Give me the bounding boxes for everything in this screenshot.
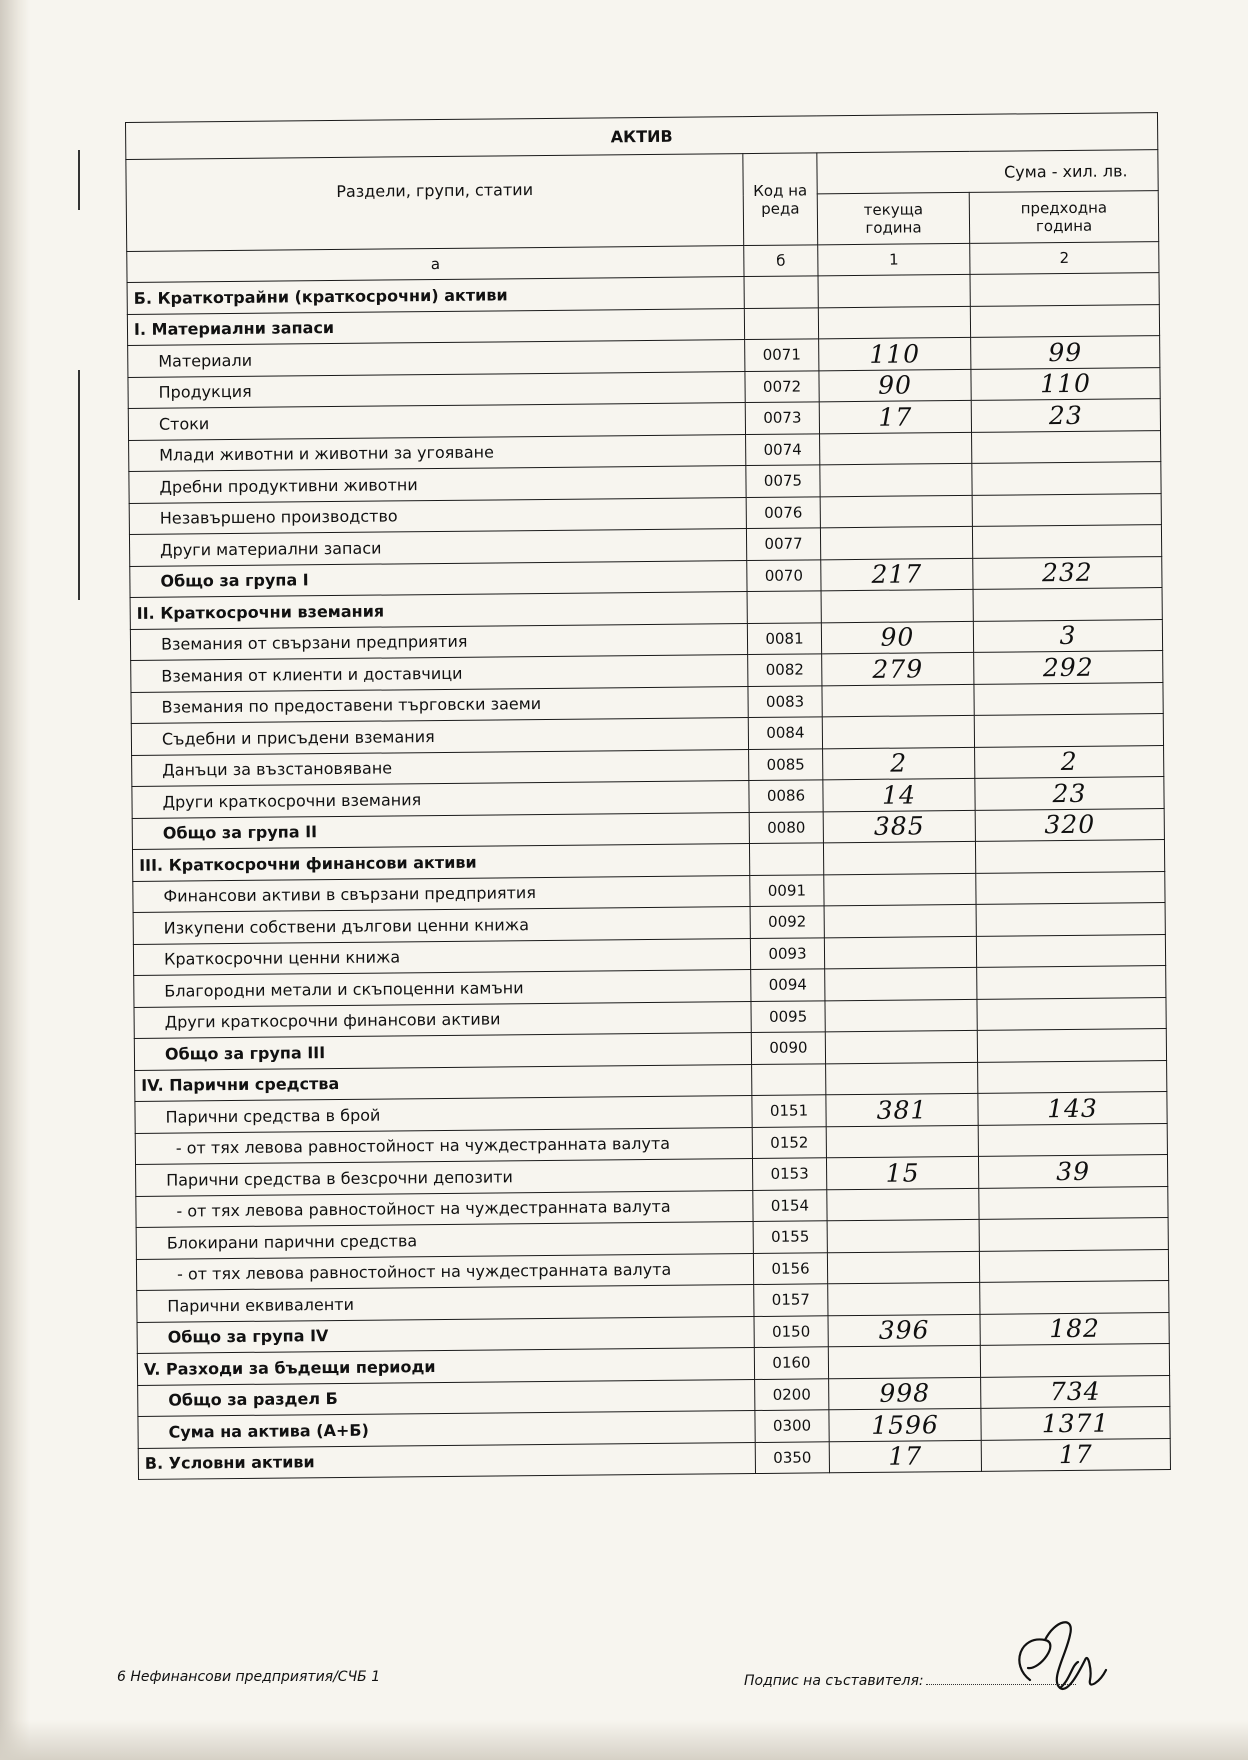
value-previous-year: 23 xyxy=(971,399,1160,432)
value-current-year: 17 xyxy=(829,1440,981,1473)
value-current-year xyxy=(821,589,973,622)
row-code: 0070 xyxy=(747,559,821,591)
row-code: 0156 xyxy=(753,1252,827,1284)
row-label: Стоки xyxy=(128,403,745,440)
row-code: 0157 xyxy=(754,1284,828,1316)
value-previous-year: 320 xyxy=(975,808,1164,841)
row-label: В. Условни активи xyxy=(138,1442,755,1479)
assets-table xyxy=(125,112,1171,1480)
value-previous-year xyxy=(977,966,1166,999)
row-label: Дребни продуктивни животни xyxy=(129,466,746,503)
value-current-year xyxy=(822,684,974,717)
column-index-b: б xyxy=(744,245,818,277)
value-current-year xyxy=(827,1188,979,1221)
value-previous-year xyxy=(976,934,1165,967)
row-label: Парични еквиваленти xyxy=(137,1285,754,1322)
value-previous-year: 734 xyxy=(981,1375,1170,1408)
row-code xyxy=(747,591,821,623)
value-current-year xyxy=(818,306,970,339)
row-label: II. Краткосрочни вземания xyxy=(130,592,747,629)
column-index-1: 1 xyxy=(818,243,970,275)
value-previous-year xyxy=(980,1281,1169,1314)
value-previous-year xyxy=(974,714,1163,747)
row-code: 0080 xyxy=(749,811,823,843)
value-current-year: 90 xyxy=(819,369,971,402)
column-index-a: а xyxy=(127,246,744,283)
binding-mark xyxy=(78,150,86,210)
value-previous-year: 143 xyxy=(978,1092,1167,1125)
row-code: 0200 xyxy=(755,1378,829,1410)
row-label: Съдебни и присъдени вземания xyxy=(131,718,748,755)
row-code: 0151 xyxy=(752,1095,826,1127)
row-label: IV. Парични средства xyxy=(135,1064,752,1101)
value-previous-year: 292 xyxy=(974,651,1163,684)
value-current-year xyxy=(822,715,974,748)
row-code: 0075 xyxy=(746,465,820,497)
value-previous-year: 2 xyxy=(975,745,1164,778)
value-current-year: 279 xyxy=(822,652,974,685)
row-label: - от тях левова равностойност на чуждестранната валута xyxy=(136,1253,753,1290)
row-label: Незавършено производство xyxy=(129,497,746,534)
value-previous-year: 99 xyxy=(971,336,1160,369)
row-label: Вземания по предоставени търговски заеми xyxy=(131,686,748,723)
row-label: Изкупени собствени дългови ценни книжа xyxy=(133,907,750,944)
column-header-current: текуща година xyxy=(817,192,969,244)
value-current-year: 1596 xyxy=(829,1408,981,1441)
value-current-year xyxy=(820,526,972,559)
row-code: 0300 xyxy=(755,1410,829,1442)
row-label: Други краткосрочни вземания xyxy=(132,781,749,818)
column-header-sections: Раздели, групи, статии xyxy=(126,154,744,252)
value-current-year xyxy=(818,274,970,307)
binding-mark xyxy=(78,370,86,600)
scan-edge-left xyxy=(0,0,30,1760)
value-current-year: 217 xyxy=(821,558,973,591)
row-code: 0084 xyxy=(748,717,822,749)
row-label: III. Краткосрочни финансови активи xyxy=(132,844,749,881)
row-label: Общо за група I xyxy=(130,560,747,597)
row-code: 0071 xyxy=(745,339,819,371)
row-label: Продукция xyxy=(128,371,745,408)
value-previous-year xyxy=(972,525,1161,558)
value-current-year xyxy=(825,967,977,1000)
row-code: 0081 xyxy=(747,622,821,654)
value-previous-year xyxy=(970,273,1159,306)
value-current-year xyxy=(825,999,977,1032)
value-current-year xyxy=(824,936,976,969)
value-previous-year xyxy=(974,682,1163,715)
row-label: Вземания от свързани предприятия xyxy=(130,623,747,660)
row-code: 0072 xyxy=(745,370,819,402)
value-current-year: 110 xyxy=(819,337,971,370)
column-index-2: 2 xyxy=(970,242,1159,275)
page-footer-label: 6 Нефинансови предприятия/СЧБ 1 xyxy=(117,1669,381,1685)
value-previous-year: 1371 xyxy=(981,1407,1170,1440)
column-header-sum: Сума - хил. лв. xyxy=(817,150,1158,194)
row-label: Данъци за възстановяване xyxy=(132,749,749,786)
row-label: Общо за група IV xyxy=(137,1316,754,1353)
row-code: 0154 xyxy=(753,1189,827,1221)
value-previous-year xyxy=(979,1186,1168,1219)
row-code: 0093 xyxy=(750,937,824,969)
row-label: Парични средства в безсрочни депозити xyxy=(136,1159,753,1196)
value-previous-year: 17 xyxy=(981,1438,1170,1471)
signature-label: Подпис на съставителя: xyxy=(744,1673,924,1689)
value-current-year xyxy=(820,463,972,496)
value-previous-year xyxy=(979,1218,1168,1251)
value-current-year xyxy=(824,904,976,937)
row-code: 0090 xyxy=(751,1032,825,1064)
row-code: 0077 xyxy=(746,528,820,560)
row-code: 0092 xyxy=(750,906,824,938)
row-label: Общо за раздел Б xyxy=(138,1379,755,1416)
value-current-year: 381 xyxy=(826,1093,978,1126)
row-code: 0073 xyxy=(745,402,819,434)
row-label: Вземания от клиенти и доставчици xyxy=(131,655,748,692)
row-label: Блокирани парични средства xyxy=(136,1222,753,1259)
value-current-year xyxy=(823,841,975,874)
value-previous-year: 110 xyxy=(971,367,1160,400)
row-code: 0153 xyxy=(752,1158,826,1190)
row-label: Финансови активи в свързани предприятия xyxy=(133,875,750,912)
value-previous-year xyxy=(972,493,1161,526)
row-code: 0083 xyxy=(748,685,822,717)
row-code: 0152 xyxy=(752,1126,826,1158)
value-current-year: 385 xyxy=(823,810,975,843)
value-previous-year xyxy=(979,1249,1168,1282)
row-code: 0350 xyxy=(755,1441,829,1473)
row-label: Благородни метали и скъпоценни камъни xyxy=(134,970,751,1007)
row-code: 0095 xyxy=(751,1000,825,1032)
value-current-year xyxy=(826,1062,978,1095)
row-label: I. Материални запаси xyxy=(127,308,744,345)
value-previous-year xyxy=(976,871,1165,904)
value-previous-year xyxy=(970,304,1159,337)
value-current-year xyxy=(828,1282,980,1315)
value-current-year: 90 xyxy=(821,621,973,654)
table-body xyxy=(127,273,1170,1480)
value-current-year xyxy=(820,432,972,465)
value-previous-year xyxy=(978,1123,1167,1156)
row-code: 0160 xyxy=(754,1347,828,1379)
handwritten-signature-icon xyxy=(1000,1610,1110,1700)
row-code: 0086 xyxy=(749,780,823,812)
value-previous-year xyxy=(978,1060,1167,1093)
row-label: V. Разходи за бъдещи периоди xyxy=(137,1348,754,1385)
value-current-year xyxy=(828,1345,980,1378)
value-current-year xyxy=(824,873,976,906)
row-code: 0094 xyxy=(751,969,825,1001)
value-current-year xyxy=(820,495,972,528)
value-previous-year xyxy=(972,462,1161,495)
value-previous-year: 39 xyxy=(978,1155,1167,1188)
scan-edge-bottom xyxy=(0,1720,1248,1760)
column-header-previous: предходна година xyxy=(969,191,1159,244)
value-current-year: 14 xyxy=(823,778,975,811)
balance-sheet xyxy=(125,112,1170,1480)
value-current-year xyxy=(825,1030,977,1063)
row-code xyxy=(752,1063,826,1095)
row-code xyxy=(744,307,818,339)
value-previous-year xyxy=(975,840,1164,873)
value-current-year xyxy=(827,1219,979,1252)
row-code: 0074 xyxy=(746,433,820,465)
row-label: Парични средства в брой xyxy=(135,1096,752,1133)
value-previous-year xyxy=(973,588,1162,621)
value-previous-year xyxy=(980,1344,1169,1377)
row-code: 0085 xyxy=(749,748,823,780)
row-label: Краткосрочни ценни книжа xyxy=(133,938,750,975)
row-label: Млади животни и животни за угояване xyxy=(129,434,746,471)
value-current-year xyxy=(827,1251,979,1284)
value-current-year: 17 xyxy=(819,400,971,433)
value-current-year: 2 xyxy=(823,747,975,780)
value-previous-year xyxy=(972,430,1161,463)
row-code xyxy=(744,276,818,308)
value-current-year: 396 xyxy=(828,1314,980,1347)
column-header-code: Код на реда xyxy=(743,153,818,246)
value-current-year xyxy=(826,1125,978,1158)
value-previous-year: 23 xyxy=(975,777,1164,810)
row-code: 0150 xyxy=(754,1315,828,1347)
value-previous-year: 3 xyxy=(973,619,1162,652)
row-label: Други краткосрочни финансови активи xyxy=(134,1001,751,1038)
row-label: Материали xyxy=(128,340,745,377)
row-code xyxy=(749,843,823,875)
value-previous-year: 182 xyxy=(980,1312,1169,1345)
row-code: 0155 xyxy=(753,1221,827,1253)
value-previous-year xyxy=(976,903,1165,936)
row-code: 0082 xyxy=(748,654,822,686)
row-label: - от тях левова равностойност на чуждестранната валута xyxy=(136,1190,753,1227)
row-label: Б. Краткотрайни (краткосрочни) активи xyxy=(127,277,744,314)
value-current-year: 998 xyxy=(829,1377,981,1410)
row-label: Сума на актива (А+Б) xyxy=(138,1411,755,1448)
row-code: 0076 xyxy=(746,496,820,528)
row-label: - от тях левова равностойност на чуждестранната валута xyxy=(135,1127,752,1164)
value-current-year: 15 xyxy=(826,1156,978,1189)
value-previous-year xyxy=(977,997,1166,1030)
table-title: АКТИВ xyxy=(126,113,1158,160)
row-label: Други материални запаси xyxy=(129,529,746,566)
value-previous-year: 232 xyxy=(973,556,1162,589)
row-label: Общо за група II xyxy=(132,812,749,849)
row-code: 0091 xyxy=(750,874,824,906)
row-label: Общо за група III xyxy=(134,1033,751,1070)
value-previous-year xyxy=(977,1029,1166,1062)
